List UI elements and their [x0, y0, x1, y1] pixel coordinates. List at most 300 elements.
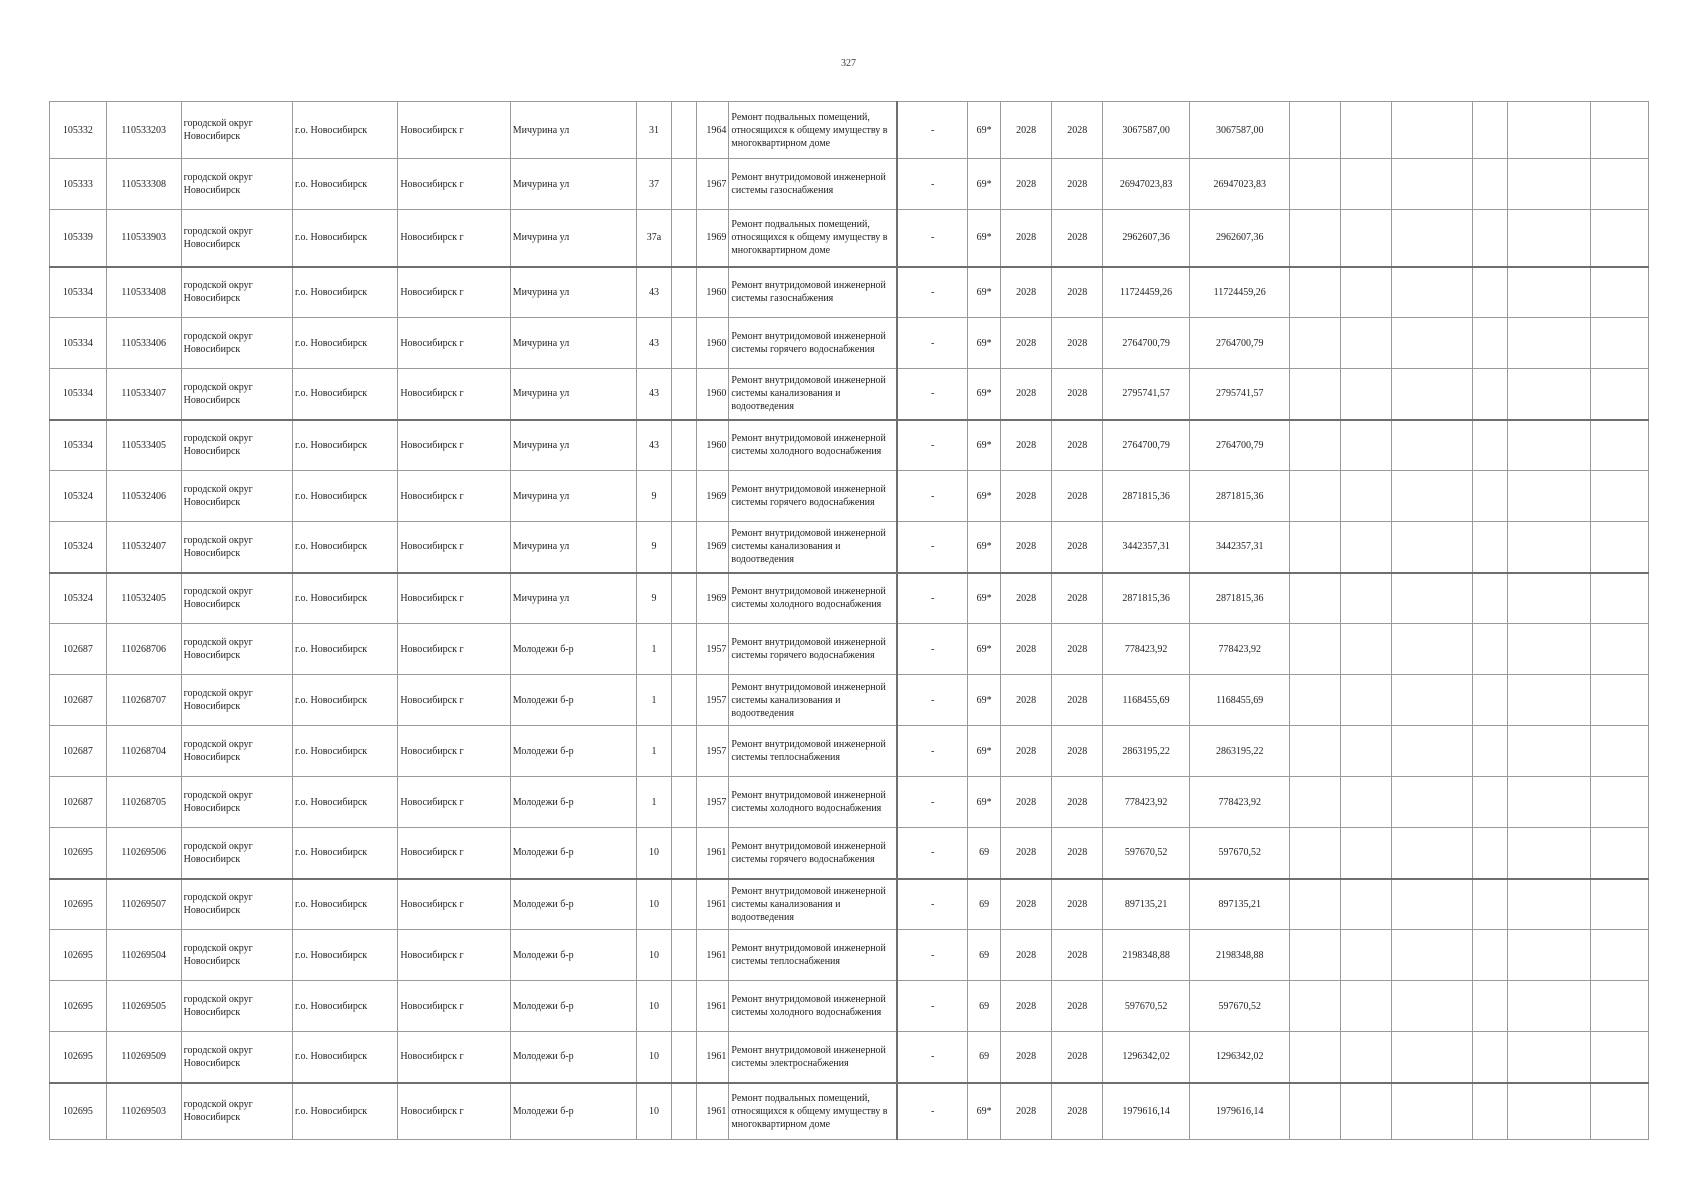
row-work-type: Ремонт внутридомовой инженерной системы электроснабжения — [729, 1032, 897, 1083]
row-id: 102695 — [50, 1032, 107, 1083]
row-total: 26947023,83 — [1190, 159, 1290, 210]
row-house: 1 — [637, 675, 671, 726]
row-street: Мичурина ул — [510, 420, 637, 471]
row-city: Новосибирск г — [398, 624, 510, 675]
row-empty-cell — [1341, 159, 1392, 210]
table-row — [50, 573, 1649, 624]
row-municipality: городской округ Новосибирск — [181, 930, 292, 981]
row-code: 110268706 — [106, 624, 181, 675]
row-code: 110533406 — [106, 318, 181, 369]
row-id: 105332 — [50, 102, 107, 159]
row-empty-cell — [1508, 981, 1591, 1032]
row-municipality: городской округ Новосибирск — [181, 981, 292, 1032]
table-row — [50, 267, 1649, 318]
row-wear: 69* — [968, 210, 1000, 267]
row-empty-cell — [1290, 879, 1341, 930]
row-cost: 897135,21 — [1103, 879, 1190, 930]
row-work-type: Ремонт внутридомовой инженерной системы горячего водоснабжения — [729, 471, 897, 522]
row-house: 10 — [637, 930, 671, 981]
row-id: 102687 — [50, 675, 107, 726]
row-empty-cell — [1472, 318, 1507, 369]
table-row — [50, 318, 1649, 369]
row-empty-cell — [1290, 210, 1341, 267]
row-corpus — [671, 930, 696, 981]
row-city: Новосибирск г — [398, 1032, 510, 1083]
row-plan-year: 2028 — [1000, 420, 1052, 471]
row-cost: 2871815,36 — [1103, 573, 1190, 624]
row-empty-cell — [1391, 930, 1472, 981]
row-code: 110533203 — [106, 102, 181, 159]
row-empty-cell — [1591, 828, 1649, 879]
row-wear: 69* — [968, 318, 1000, 369]
row-city: Новосибирск г — [398, 930, 510, 981]
row-empty-cell — [1508, 879, 1591, 930]
row-street: Молодежи б-р — [510, 930, 637, 981]
row-empty-cell — [1472, 726, 1507, 777]
row-dash: - — [897, 420, 968, 471]
row-id: 105324 — [50, 522, 107, 573]
table-row — [50, 102, 1649, 159]
row-wear: 69* — [968, 369, 1000, 420]
row-empty-cell — [1472, 930, 1507, 981]
row-empty-cell — [1508, 726, 1591, 777]
row-year: 1961 — [697, 1083, 729, 1140]
row-empty-cell — [1290, 981, 1341, 1032]
row-year: 1961 — [697, 1032, 729, 1083]
row-house: 1 — [637, 777, 671, 828]
row-id: 102687 — [50, 777, 107, 828]
row-id: 105333 — [50, 159, 107, 210]
row-empty-cell — [1472, 981, 1507, 1032]
row-empty-cell — [1508, 267, 1591, 318]
row-cost: 597670,52 — [1103, 828, 1190, 879]
row-street: Молодежи б-р — [510, 726, 637, 777]
row-wear: 69 — [968, 1032, 1000, 1083]
row-street: Молодежи б-р — [510, 1032, 637, 1083]
row-cost: 2863195,22 — [1103, 726, 1190, 777]
row-work-type: Ремонт подвальных помещений, относящихся к общему имуществу в многоквартирном доме — [729, 1083, 897, 1140]
row-empty-cell — [1341, 522, 1392, 573]
row-total: 1168455,69 — [1190, 675, 1290, 726]
row-finish-year: 2028 — [1052, 828, 1103, 879]
row-district: г.о. Новосибирск — [293, 879, 398, 930]
row-district: г.о. Новосибирск — [293, 420, 398, 471]
row-wear: 69* — [968, 159, 1000, 210]
row-empty-cell — [1341, 318, 1392, 369]
row-total: 3067587,00 — [1190, 102, 1290, 159]
row-city: Новосибирск г — [398, 522, 510, 573]
row-id: 105334 — [50, 420, 107, 471]
row-finish-year: 2028 — [1052, 981, 1103, 1032]
row-total: 1296342,02 — [1190, 1032, 1290, 1083]
table-row — [50, 930, 1649, 981]
row-year: 1960 — [697, 318, 729, 369]
row-corpus — [671, 522, 696, 573]
row-street: Молодежи б-р — [510, 1083, 637, 1140]
row-empty-cell — [1391, 1083, 1472, 1140]
row-street: Молодежи б-р — [510, 777, 637, 828]
row-empty-cell — [1472, 828, 1507, 879]
row-house: 1 — [637, 624, 671, 675]
table-row — [50, 522, 1649, 573]
row-plan-year: 2028 — [1000, 369, 1052, 420]
row-city: Новосибирск г — [398, 102, 510, 159]
row-plan-year: 2028 — [1000, 675, 1052, 726]
row-empty-cell — [1391, 420, 1472, 471]
table-row — [50, 675, 1649, 726]
row-corpus — [671, 369, 696, 420]
row-dash: - — [897, 471, 968, 522]
row-street: Молодежи б-р — [510, 828, 637, 879]
row-district: г.о. Новосибирск — [293, 675, 398, 726]
row-empty-cell — [1391, 369, 1472, 420]
row-district: г.о. Новосибирск — [293, 624, 398, 675]
row-dash: - — [897, 675, 968, 726]
row-dash: - — [897, 1083, 968, 1140]
row-municipality: городской округ Новосибирск — [181, 318, 292, 369]
row-empty-cell — [1391, 1032, 1472, 1083]
row-empty-cell — [1341, 930, 1392, 981]
row-plan-year: 2028 — [1000, 624, 1052, 675]
row-work-type: Ремонт внутридомовой инженерной системы канализования и водоотведения — [729, 675, 897, 726]
table-row — [50, 420, 1649, 471]
row-total: 897135,21 — [1190, 879, 1290, 930]
row-wear: 69 — [968, 981, 1000, 1032]
row-id: 105324 — [50, 471, 107, 522]
row-corpus — [671, 726, 696, 777]
row-corpus — [671, 102, 696, 159]
row-district: г.о. Новосибирск — [293, 981, 398, 1032]
row-finish-year: 2028 — [1052, 420, 1103, 471]
row-corpus — [671, 1032, 696, 1083]
row-district: г.о. Новосибирск — [293, 522, 398, 573]
row-empty-cell — [1341, 210, 1392, 267]
row-cost: 2198348,88 — [1103, 930, 1190, 981]
row-house: 31 — [637, 102, 671, 159]
row-municipality: городской округ Новосибирск — [181, 879, 292, 930]
row-finish-year: 2028 — [1052, 1032, 1103, 1083]
row-empty-cell — [1508, 369, 1591, 420]
row-total: 1979616,14 — [1190, 1083, 1290, 1140]
row-house: 10 — [637, 828, 671, 879]
row-empty-cell — [1591, 159, 1649, 210]
row-finish-year: 2028 — [1052, 1083, 1103, 1140]
row-empty-cell — [1391, 522, 1472, 573]
row-finish-year: 2028 — [1052, 471, 1103, 522]
row-dash: - — [897, 318, 968, 369]
row-municipality: городской округ Новосибирск — [181, 1032, 292, 1083]
row-code: 110533308 — [106, 159, 181, 210]
row-house: 9 — [637, 573, 671, 624]
row-total: 2871815,36 — [1190, 573, 1290, 624]
table-body — [50, 102, 1649, 1140]
table-row — [50, 981, 1649, 1032]
row-district: г.о. Новосибирск — [293, 471, 398, 522]
row-code: 110533408 — [106, 267, 181, 318]
row-plan-year: 2028 — [1000, 726, 1052, 777]
row-cost: 1296342,02 — [1103, 1032, 1190, 1083]
row-plan-year: 2028 — [1000, 777, 1052, 828]
row-total: 11724459,26 — [1190, 267, 1290, 318]
row-house: 9 — [637, 522, 671, 573]
row-code: 110269506 — [106, 828, 181, 879]
row-house: 37 — [637, 159, 671, 210]
row-empty-cell — [1341, 726, 1392, 777]
row-municipality: городской округ Новосибирск — [181, 267, 292, 318]
row-empty-cell — [1391, 471, 1472, 522]
row-finish-year: 2028 — [1052, 573, 1103, 624]
row-corpus — [671, 981, 696, 1032]
row-empty-cell — [1591, 1032, 1649, 1083]
row-year: 1969 — [697, 573, 729, 624]
row-street: Молодежи б-р — [510, 981, 637, 1032]
row-empty-cell — [1472, 267, 1507, 318]
row-empty-cell — [1341, 879, 1392, 930]
row-empty-cell — [1591, 930, 1649, 981]
row-house: 1 — [637, 726, 671, 777]
row-year: 1957 — [697, 726, 729, 777]
row-city: Новосибирск г — [398, 879, 510, 930]
row-work-type: Ремонт подвальных помещений, относящихся к общему имуществу в многоквартирном доме — [729, 102, 897, 159]
row-district: г.о. Новосибирск — [293, 1032, 398, 1083]
row-dash: - — [897, 828, 968, 879]
row-district: г.о. Новосибирск — [293, 930, 398, 981]
row-finish-year: 2028 — [1052, 777, 1103, 828]
row-id: 102695 — [50, 981, 107, 1032]
row-year: 1961 — [697, 930, 729, 981]
row-finish-year: 2028 — [1052, 318, 1103, 369]
row-id: 105324 — [50, 573, 107, 624]
row-empty-cell — [1290, 369, 1341, 420]
table-row — [50, 726, 1649, 777]
row-city: Новосибирск г — [398, 267, 510, 318]
row-house: 9 — [637, 471, 671, 522]
row-district: г.о. Новосибирск — [293, 573, 398, 624]
row-empty-cell — [1341, 777, 1392, 828]
row-empty-cell — [1391, 879, 1472, 930]
row-city: Новосибирск г — [398, 675, 510, 726]
row-id: 102695 — [50, 828, 107, 879]
table-row — [50, 1083, 1649, 1140]
row-wear: 69* — [968, 522, 1000, 573]
row-code: 110532407 — [106, 522, 181, 573]
row-city: Новосибирск г — [398, 981, 510, 1032]
row-wear: 69* — [968, 675, 1000, 726]
row-empty-cell — [1591, 726, 1649, 777]
row-empty-cell — [1591, 777, 1649, 828]
row-dash: - — [897, 210, 968, 267]
row-empty-cell — [1508, 420, 1591, 471]
row-plan-year: 2028 — [1000, 522, 1052, 573]
row-total: 597670,52 — [1190, 828, 1290, 879]
row-year: 1964 — [697, 102, 729, 159]
row-city: Новосибирск г — [398, 420, 510, 471]
row-dash: - — [897, 522, 968, 573]
row-empty-cell — [1472, 471, 1507, 522]
row-district: г.о. Новосибирск — [293, 726, 398, 777]
row-municipality: городской округ Новосибирск — [181, 369, 292, 420]
row-corpus — [671, 471, 696, 522]
row-dash: - — [897, 1032, 968, 1083]
row-dash: - — [897, 981, 968, 1032]
row-code: 110269505 — [106, 981, 181, 1032]
row-year: 1967 — [697, 159, 729, 210]
row-work-type: Ремонт внутридомовой инженерной системы газоснабжения — [729, 267, 897, 318]
row-code: 110269509 — [106, 1032, 181, 1083]
row-municipality: городской округ Новосибирск — [181, 777, 292, 828]
row-year: 1960 — [697, 369, 729, 420]
row-house: 10 — [637, 981, 671, 1032]
row-city: Новосибирск г — [398, 471, 510, 522]
row-city: Новосибирск г — [398, 828, 510, 879]
row-empty-cell — [1290, 1032, 1341, 1083]
row-city: Новосибирск г — [398, 777, 510, 828]
row-work-type: Ремонт внутридомовой инженерной системы холодного водоснабжения — [729, 981, 897, 1032]
row-street: Мичурина ул — [510, 159, 637, 210]
row-empty-cell — [1341, 369, 1392, 420]
row-empty-cell — [1391, 828, 1472, 879]
row-corpus — [671, 159, 696, 210]
row-municipality: городской округ Новосибирск — [181, 420, 292, 471]
row-empty-cell — [1591, 675, 1649, 726]
table-row — [50, 1032, 1649, 1083]
row-empty-cell — [1591, 624, 1649, 675]
row-municipality: городской округ Новосибирск — [181, 624, 292, 675]
row-id: 102695 — [50, 1083, 107, 1140]
row-district: г.о. Новосибирск — [293, 102, 398, 159]
row-empty-cell — [1508, 624, 1591, 675]
row-wear: 69* — [968, 777, 1000, 828]
row-plan-year: 2028 — [1000, 573, 1052, 624]
row-corpus — [671, 267, 696, 318]
row-code: 110532406 — [106, 471, 181, 522]
row-total: 2962607,36 — [1190, 210, 1290, 267]
row-empty-cell — [1341, 828, 1392, 879]
row-plan-year: 2028 — [1000, 1032, 1052, 1083]
row-empty-cell — [1391, 675, 1472, 726]
row-district: г.о. Новосибирск — [293, 369, 398, 420]
row-empty-cell — [1472, 369, 1507, 420]
row-empty-cell — [1290, 522, 1341, 573]
row-municipality: городской округ Новосибирск — [181, 471, 292, 522]
capital-repair-table — [49, 101, 1649, 1140]
row-empty-cell — [1508, 828, 1591, 879]
row-cost: 3067587,00 — [1103, 102, 1190, 159]
row-work-type: Ремонт внутридомовой инженерной системы канализования и водоотведения — [729, 522, 897, 573]
row-finish-year: 2028 — [1052, 369, 1103, 420]
row-year: 1969 — [697, 522, 729, 573]
row-work-type: Ремонт внутридомовой инженерной системы теплоснабжения — [729, 726, 897, 777]
row-total: 2764700,79 — [1190, 318, 1290, 369]
row-empty-cell — [1508, 318, 1591, 369]
row-corpus — [671, 210, 696, 267]
row-city: Новосибирск г — [398, 726, 510, 777]
row-district: г.о. Новосибирск — [293, 828, 398, 879]
row-work-type: Ремонт внутридомовой инженерной системы холодного водоснабжения — [729, 777, 897, 828]
row-id: 105334 — [50, 267, 107, 318]
row-cost: 2764700,79 — [1103, 318, 1190, 369]
row-cost: 26947023,83 — [1103, 159, 1190, 210]
row-empty-cell — [1472, 522, 1507, 573]
row-empty-cell — [1341, 420, 1392, 471]
row-dash: - — [897, 624, 968, 675]
row-wear: 69* — [968, 624, 1000, 675]
row-empty-cell — [1591, 981, 1649, 1032]
row-cost: 2764700,79 — [1103, 420, 1190, 471]
row-street: Мичурина ул — [510, 210, 637, 267]
table-row — [50, 624, 1649, 675]
row-plan-year: 2028 — [1000, 267, 1052, 318]
row-year: 1961 — [697, 981, 729, 1032]
row-total: 3442357,31 — [1190, 522, 1290, 573]
row-cost: 2962607,36 — [1103, 210, 1190, 267]
row-id: 102687 — [50, 726, 107, 777]
row-empty-cell — [1508, 102, 1591, 159]
row-year: 1969 — [697, 471, 729, 522]
row-empty-cell — [1472, 102, 1507, 159]
row-city: Новосибирск г — [398, 1083, 510, 1140]
row-dash: - — [897, 879, 968, 930]
row-plan-year: 2028 — [1000, 930, 1052, 981]
row-street: Мичурина ул — [510, 318, 637, 369]
row-empty-cell — [1290, 318, 1341, 369]
row-empty-cell — [1508, 777, 1591, 828]
row-dash: - — [897, 102, 968, 159]
row-street: Мичурина ул — [510, 267, 637, 318]
row-empty-cell — [1508, 522, 1591, 573]
row-cost: 778423,92 — [1103, 624, 1190, 675]
row-finish-year: 2028 — [1052, 726, 1103, 777]
row-corpus — [671, 420, 696, 471]
row-cost: 1168455,69 — [1103, 675, 1190, 726]
row-empty-cell — [1591, 318, 1649, 369]
row-plan-year: 2028 — [1000, 210, 1052, 267]
row-empty-cell — [1290, 573, 1341, 624]
row-empty-cell — [1508, 573, 1591, 624]
row-district: г.о. Новосибирск — [293, 1083, 398, 1140]
row-plan-year: 2028 — [1000, 159, 1052, 210]
row-dash: - — [897, 369, 968, 420]
row-empty-cell — [1391, 210, 1472, 267]
row-dash: - — [897, 777, 968, 828]
row-id: 105334 — [50, 369, 107, 420]
row-empty-cell — [1290, 159, 1341, 210]
row-empty-cell — [1391, 318, 1472, 369]
row-house: 43 — [637, 267, 671, 318]
row-plan-year: 2028 — [1000, 1083, 1052, 1140]
row-total: 597670,52 — [1190, 981, 1290, 1032]
row-code: 110269504 — [106, 930, 181, 981]
row-code: 110268705 — [106, 777, 181, 828]
row-empty-cell — [1391, 159, 1472, 210]
row-empty-cell — [1472, 420, 1507, 471]
row-city: Новосибирск г — [398, 210, 510, 267]
row-municipality: городской округ Новосибирск — [181, 159, 292, 210]
row-cost: 3442357,31 — [1103, 522, 1190, 573]
row-empty-cell — [1591, 573, 1649, 624]
row-wear: 69* — [968, 573, 1000, 624]
row-empty-cell — [1391, 726, 1472, 777]
row-corpus — [671, 573, 696, 624]
row-street: Мичурина ул — [510, 471, 637, 522]
row-cost: 11724459,26 — [1103, 267, 1190, 318]
row-corpus — [671, 675, 696, 726]
row-city: Новосибирск г — [398, 369, 510, 420]
row-code: 110269503 — [106, 1083, 181, 1140]
row-total: 778423,92 — [1190, 777, 1290, 828]
row-empty-cell — [1508, 675, 1591, 726]
row-empty-cell — [1341, 1032, 1392, 1083]
